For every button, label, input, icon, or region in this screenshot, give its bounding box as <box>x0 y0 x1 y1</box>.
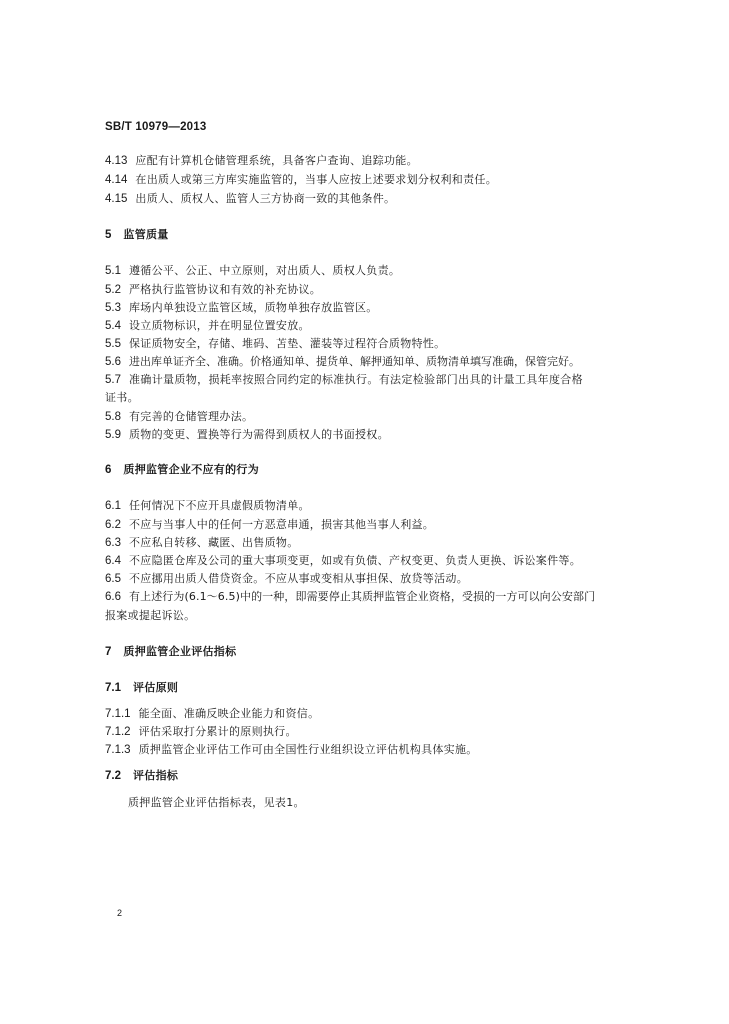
clause-4-14: 4.14 在出质人或第三方库实施监管的，当事人应按上述要求划分权利和责任。 <box>105 173 497 186</box>
clause-7-1-1: 7.1.1 能全面、准确反映企业能力和资信。 <box>105 707 320 720</box>
clause-6-6: 6.6 有上述行为(6.1～6.5)中的一种，即需要停止其质押监管企业资格，受损的一方可以向公安部门 <box>105 590 596 603</box>
clause-5-8: 5.8 有完善的仓储管理办法。 <box>105 410 254 423</box>
section-7-heading: 7 质押监管企业评估指标 <box>105 645 237 658</box>
clause-5-2: 5.2 严格执行监管协议和有效的补充协议。 <box>105 283 322 296</box>
clause-6-6-continued: 报案或提起诉讼。 <box>105 609 196 622</box>
clause-6-4: 6.4 不应隐匿仓库及公司的重大事项变更，如或有负债、产权变更、负责人更换、诉讼案件等。 <box>105 554 581 567</box>
clause-5-7-continued: 证书。 <box>105 391 139 404</box>
clause-5-3: 5.3 库场内单独设立监管区域，质物单独存放监管区。 <box>105 301 378 314</box>
clause-6-1: 6.1 任何情况下不应开具虚假质物清单。 <box>105 499 310 512</box>
clause-5-7: 5.7 准确计量质物，损耗率按照合同约定的标准执行。有法定检验部门出具的计量工具年度合格 <box>105 373 583 386</box>
clause-5-5: 5.5 保证质物安全，存储、堆码、苫垫、灌装等过程符合质物特性。 <box>105 337 446 350</box>
clause-5-1: 5.1 遵循公平、公正、中立原则，对出质人、质权人负责。 <box>105 264 401 277</box>
clause-5-9: 5.9 质物的变更、置换等行为需得到质权人的书面授权。 <box>105 428 389 441</box>
clause-7-1-3: 7.1.3 质押监管企业评估工作可由全国性行业组织设立评估机构具体实施。 <box>105 743 478 756</box>
clause-6-5: 6.5 不应挪用出质人借贷资金。不应从事或变相从事担保、放贷等活动。 <box>105 572 468 585</box>
standard-code: SB/T 10979—2013 <box>105 121 207 133</box>
clause-7-1-2: 7.1.2 评估采取打分累计的原则执行。 <box>105 725 297 738</box>
clause-5-6: 5.6 进出库单证齐全、准确。价格通知单、提货单、解押通知单、质物清单填写准确，保管完好。 <box>105 355 580 368</box>
section-5-heading: 5 监管质量 <box>105 228 169 241</box>
subsection-7-1-heading: 7.1 评估原则 <box>105 681 179 694</box>
clause-4-15: 4.15 出质人、质权人、监管人三方协商一致的其他条件。 <box>105 192 396 205</box>
clause-4-13: 4.13 应配有计算机仓储管理系统，具备客户查询、追踪功能。 <box>105 154 418 167</box>
section-6-heading: 6 质押监管企业不应有的行为 <box>105 463 260 476</box>
section-7-2-paragraph: 质押监管企业评估指标表，见表1。 <box>128 796 305 809</box>
subsection-7-2-heading: 7.2 评估指标 <box>105 769 179 782</box>
clause-6-2: 6.2 不应与当事人中的任何一方恶意串通，损害其他当事人利益。 <box>105 518 435 531</box>
clause-5-4: 5.4 设立质物标识，并在明显位置安放。 <box>105 319 310 332</box>
page-number: 2 <box>117 908 123 918</box>
clause-6-3: 6.3 不应私自转移、藏匿、出售质物。 <box>105 536 299 549</box>
